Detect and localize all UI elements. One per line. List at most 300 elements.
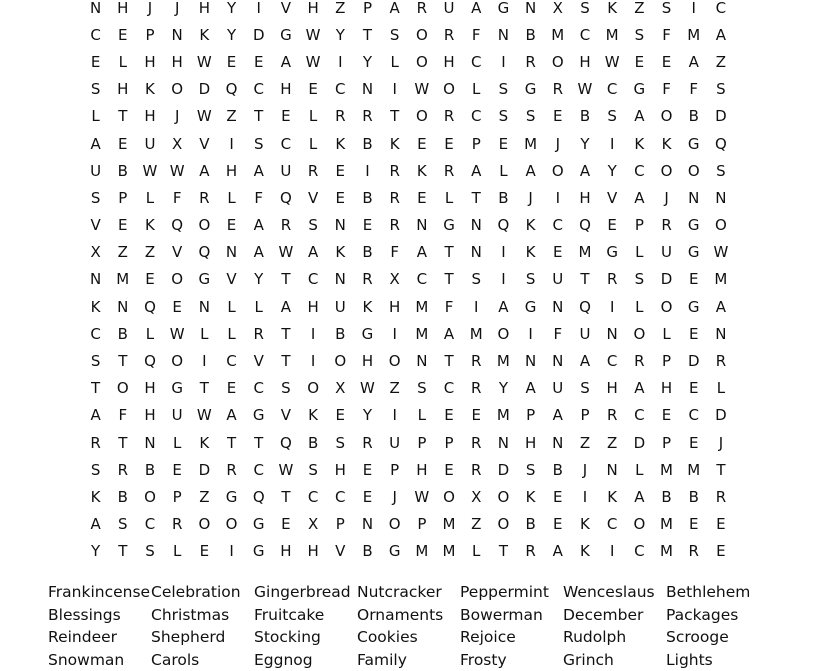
grid-letter: M bbox=[544, 26, 571, 44]
grid-letter: X bbox=[164, 135, 191, 153]
grid-letter: E bbox=[544, 243, 571, 261]
grid-letter: V bbox=[164, 243, 191, 261]
grid-letter: R bbox=[517, 53, 544, 71]
grid-row bbox=[82, 266, 750, 293]
grid-row bbox=[82, 184, 750, 211]
grid-row bbox=[82, 239, 750, 266]
grid-letter: A bbox=[517, 379, 544, 397]
word-list-item: Bowerman bbox=[460, 604, 563, 627]
grid-letter: F bbox=[245, 189, 272, 207]
grid-letter: C bbox=[463, 107, 490, 125]
grid-letter: W bbox=[164, 325, 191, 343]
grid-letter: S bbox=[463, 270, 490, 288]
grid-letter: I bbox=[327, 53, 354, 71]
grid-letter: H bbox=[109, 80, 136, 98]
grid-letter: G bbox=[680, 135, 707, 153]
grid-letter: S bbox=[626, 26, 653, 44]
grid-letter: W bbox=[599, 53, 626, 71]
grid-letter: Z bbox=[707, 53, 734, 71]
grid-letter: S bbox=[490, 80, 517, 98]
grid-letter: E bbox=[164, 461, 191, 479]
grid-letter: H bbox=[136, 406, 163, 424]
grid-letter: X bbox=[381, 270, 408, 288]
grid-letter: E bbox=[435, 461, 462, 479]
grid-letter: T bbox=[272, 270, 299, 288]
grid-letter: M bbox=[408, 298, 435, 316]
grid-letter: I bbox=[218, 135, 245, 153]
grid-letter: R bbox=[354, 107, 381, 125]
grid-letter: E bbox=[354, 216, 381, 234]
grid-letter: T bbox=[109, 542, 136, 560]
grid-letter: T bbox=[381, 107, 408, 125]
grid-letter: T bbox=[82, 379, 109, 397]
grid-letter: S bbox=[300, 461, 327, 479]
grid-letter: O bbox=[653, 298, 680, 316]
grid-letter: R bbox=[300, 162, 327, 180]
grid-letter: D bbox=[245, 26, 272, 44]
grid-letter: P bbox=[381, 461, 408, 479]
grid-letter: S bbox=[653, 0, 680, 17]
grid-letter: N bbox=[408, 352, 435, 370]
grid-letter: U bbox=[435, 0, 462, 17]
grid-letter: R bbox=[327, 107, 354, 125]
grid-letter: E bbox=[218, 216, 245, 234]
grid-letter: Y bbox=[490, 379, 517, 397]
grid-letter: W bbox=[300, 53, 327, 71]
grid-letter: T bbox=[707, 461, 734, 479]
grid-letter: C bbox=[82, 325, 109, 343]
grid-letter: J bbox=[517, 189, 544, 207]
grid-letter: O bbox=[109, 379, 136, 397]
grid-row bbox=[82, 347, 750, 374]
grid-letter: C bbox=[218, 352, 245, 370]
grid-letter: I bbox=[463, 298, 490, 316]
grid-letter: O bbox=[164, 270, 191, 288]
grid-row bbox=[82, 483, 750, 510]
grid-letter: A bbox=[626, 488, 653, 506]
grid-letter: Y bbox=[354, 53, 381, 71]
grid-letter: I bbox=[490, 270, 517, 288]
grid-letter: A bbox=[680, 53, 707, 71]
grid-letter: W bbox=[408, 80, 435, 98]
grid-letter: N bbox=[490, 434, 517, 452]
word-list-item: Frankincense bbox=[48, 581, 151, 604]
grid-letter: I bbox=[381, 325, 408, 343]
grid-row bbox=[82, 429, 750, 456]
grid-letter: S bbox=[82, 352, 109, 370]
grid-letter: N bbox=[354, 80, 381, 98]
grid-letter: C bbox=[626, 162, 653, 180]
grid-letter: L bbox=[408, 406, 435, 424]
grid-letter: N bbox=[599, 461, 626, 479]
grid-letter: T bbox=[272, 352, 299, 370]
grid-letter: N bbox=[164, 26, 191, 44]
grid-letter: K bbox=[626, 135, 653, 153]
grid-letter: L bbox=[707, 379, 734, 397]
grid-letter: P bbox=[327, 515, 354, 533]
grid-letter: K bbox=[82, 488, 109, 506]
word-list-item: Nutcracker bbox=[357, 581, 460, 604]
grid-letter: M bbox=[653, 461, 680, 479]
word-list-item: Christmas bbox=[151, 604, 254, 627]
grid-letter: R bbox=[408, 0, 435, 17]
grid-letter: B bbox=[517, 515, 544, 533]
grid-letter: M bbox=[490, 352, 517, 370]
word-list-item: Peppermint bbox=[460, 581, 563, 604]
grid-letter: S bbox=[272, 379, 299, 397]
word-list-item: December bbox=[563, 604, 666, 627]
grid-letter: H bbox=[653, 379, 680, 397]
grid-letter: G bbox=[245, 406, 272, 424]
grid-letter: T bbox=[218, 434, 245, 452]
grid-letter: E bbox=[327, 162, 354, 180]
grid-letter: E bbox=[544, 515, 571, 533]
grid-letter: M bbox=[408, 325, 435, 343]
grid-letter: X bbox=[327, 379, 354, 397]
word-list-item: Lights bbox=[666, 649, 769, 671]
grid-letter: H bbox=[109, 0, 136, 17]
grid-letter: A bbox=[245, 216, 272, 234]
grid-letter: C bbox=[82, 26, 109, 44]
grid-letter: L bbox=[245, 298, 272, 316]
grid-row bbox=[82, 157, 750, 184]
grid-letter: N bbox=[327, 270, 354, 288]
grid-letter: O bbox=[164, 80, 191, 98]
grid-letter: S bbox=[626, 270, 653, 288]
grid-letter: T bbox=[435, 352, 462, 370]
grid-letter: T bbox=[354, 26, 381, 44]
grid-letter: C bbox=[599, 80, 626, 98]
grid-row bbox=[82, 511, 750, 538]
grid-letter: K bbox=[136, 216, 163, 234]
grid-letter: E bbox=[680, 434, 707, 452]
grid-letter: S bbox=[571, 379, 598, 397]
grid-letter: E bbox=[544, 488, 571, 506]
grid-letter: G bbox=[218, 488, 245, 506]
grid-letter: L bbox=[300, 135, 327, 153]
grid-letter: H bbox=[381, 298, 408, 316]
grid-letter: R bbox=[354, 270, 381, 288]
grid-letter: B bbox=[490, 189, 517, 207]
grid-letter: I bbox=[680, 0, 707, 17]
grid-letter: E bbox=[707, 542, 734, 560]
grid-letter: T bbox=[245, 434, 272, 452]
grid-letter: M bbox=[680, 461, 707, 479]
grid-letter: E bbox=[218, 379, 245, 397]
grid-letter: N bbox=[707, 189, 734, 207]
grid-letter: E bbox=[599, 216, 626, 234]
grid-letter: A bbox=[82, 515, 109, 533]
grid-letter: L bbox=[191, 325, 218, 343]
grid-letter: S bbox=[408, 379, 435, 397]
grid-letter: L bbox=[435, 189, 462, 207]
grid-letter: A bbox=[707, 26, 734, 44]
word-list-item: Rudolph bbox=[563, 626, 666, 649]
grid-letter: C bbox=[599, 515, 626, 533]
grid-letter: C bbox=[599, 352, 626, 370]
grid-letter: O bbox=[490, 325, 517, 343]
grid-letter: O bbox=[408, 26, 435, 44]
grid-letter: F bbox=[164, 189, 191, 207]
grid-letter: F bbox=[381, 243, 408, 261]
grid-letter: O bbox=[381, 352, 408, 370]
grid-letter: N bbox=[218, 243, 245, 261]
grid-letter: P bbox=[463, 135, 490, 153]
grid-letter: H bbox=[408, 461, 435, 479]
grid-letter: T bbox=[272, 325, 299, 343]
grid-letter: A bbox=[571, 352, 598, 370]
grid-letter: Z bbox=[191, 488, 218, 506]
grid-letter: O bbox=[191, 216, 218, 234]
grid-row bbox=[82, 456, 750, 483]
grid-letter: A bbox=[82, 406, 109, 424]
grid-letter: W bbox=[272, 243, 299, 261]
grid-letter: N bbox=[109, 298, 136, 316]
word-search-grid bbox=[82, 0, 750, 565]
grid-letter: B bbox=[680, 107, 707, 125]
grid-letter: L bbox=[136, 189, 163, 207]
grid-letter: I bbox=[300, 352, 327, 370]
grid-letter: S bbox=[82, 461, 109, 479]
grid-letter: F bbox=[463, 26, 490, 44]
grid-letter: M bbox=[653, 515, 680, 533]
grid-letter: S bbox=[517, 107, 544, 125]
grid-letter: W bbox=[354, 379, 381, 397]
grid-letter: O bbox=[490, 488, 517, 506]
grid-letter: A bbox=[381, 0, 408, 17]
grid-letter: O bbox=[435, 80, 462, 98]
grid-letter: L bbox=[136, 325, 163, 343]
grid-letter: O bbox=[680, 162, 707, 180]
grid-letter: B bbox=[300, 434, 327, 452]
grid-letter: I bbox=[381, 80, 408, 98]
grid-letter: A bbox=[435, 325, 462, 343]
word-list-item: Rejoice bbox=[460, 626, 563, 649]
grid-letter: F bbox=[653, 80, 680, 98]
grid-row bbox=[82, 76, 750, 103]
grid-letter: G bbox=[599, 243, 626, 261]
grid-letter: S bbox=[109, 515, 136, 533]
grid-letter: Z bbox=[327, 0, 354, 17]
grid-letter: B bbox=[354, 243, 381, 261]
grid-row bbox=[82, 538, 750, 565]
grid-letter: U bbox=[381, 434, 408, 452]
grid-letter: N bbox=[517, 0, 544, 17]
grid-letter: E bbox=[408, 189, 435, 207]
grid-letter: M bbox=[517, 135, 544, 153]
grid-letter: W bbox=[164, 162, 191, 180]
grid-letter: E bbox=[544, 107, 571, 125]
grid-letter: Q bbox=[571, 216, 598, 234]
grid-letter: K bbox=[408, 162, 435, 180]
grid-letter: L bbox=[626, 461, 653, 479]
grid-letter: H bbox=[136, 53, 163, 71]
grid-letter: G bbox=[517, 80, 544, 98]
grid-letter: Y bbox=[571, 135, 598, 153]
grid-letter: Z bbox=[463, 515, 490, 533]
grid-letter: R bbox=[435, 26, 462, 44]
grid-letter: C bbox=[707, 0, 734, 17]
grid-letter: Q bbox=[164, 216, 191, 234]
grid-letter: R bbox=[680, 542, 707, 560]
grid-letter: H bbox=[218, 162, 245, 180]
grid-letter: H bbox=[327, 461, 354, 479]
grid-letter: O bbox=[218, 515, 245, 533]
grid-letter: G bbox=[435, 216, 462, 234]
grid-letter: B bbox=[109, 162, 136, 180]
grid-letter: O bbox=[653, 107, 680, 125]
grid-letter: K bbox=[381, 135, 408, 153]
word-list-item: Packages bbox=[666, 604, 769, 627]
grid-letter: T bbox=[435, 270, 462, 288]
word-list-item: Celebration bbox=[151, 581, 254, 604]
grid-letter: E bbox=[109, 135, 136, 153]
grid-letter: I bbox=[300, 325, 327, 343]
grid-letter: R bbox=[381, 216, 408, 234]
grid-letter: X bbox=[544, 0, 571, 17]
grid-letter: S bbox=[517, 461, 544, 479]
grid-letter: P bbox=[408, 515, 435, 533]
grid-letter: D bbox=[490, 461, 517, 479]
grid-letter: G bbox=[517, 298, 544, 316]
grid-letter: E bbox=[272, 107, 299, 125]
grid-letter: P bbox=[571, 406, 598, 424]
grid-letter: I bbox=[599, 135, 626, 153]
grid-letter: L bbox=[82, 107, 109, 125]
grid-letter: I bbox=[571, 488, 598, 506]
grid-letter: L bbox=[653, 325, 680, 343]
grid-letter: L bbox=[463, 80, 490, 98]
grid-letter: C bbox=[435, 379, 462, 397]
grid-letter: U bbox=[571, 325, 598, 343]
word-list-item: Fruitcake bbox=[254, 604, 357, 627]
grid-letter: N bbox=[544, 298, 571, 316]
grid-letter: P bbox=[653, 434, 680, 452]
grid-letter: W bbox=[191, 406, 218, 424]
grid-letter: G bbox=[354, 325, 381, 343]
grid-letter: L bbox=[490, 162, 517, 180]
grid-letter: A bbox=[272, 53, 299, 71]
grid-letter: Y bbox=[599, 162, 626, 180]
grid-letter: E bbox=[463, 406, 490, 424]
grid-letter: D bbox=[191, 461, 218, 479]
word-list-item: Frosty bbox=[460, 649, 563, 671]
grid-letter: J bbox=[707, 434, 734, 452]
grid-letter: E bbox=[327, 189, 354, 207]
grid-letter: L bbox=[300, 107, 327, 125]
grid-letter: N bbox=[544, 352, 571, 370]
grid-letter: J bbox=[571, 461, 598, 479]
grid-letter: O bbox=[191, 515, 218, 533]
word-list-item: Scrooge bbox=[666, 626, 769, 649]
grid-letter: B bbox=[653, 488, 680, 506]
grid-letter: N bbox=[82, 0, 109, 17]
grid-letter: O bbox=[626, 325, 653, 343]
grid-row bbox=[82, 130, 750, 157]
grid-letter: A bbox=[272, 298, 299, 316]
grid-letter: T bbox=[435, 243, 462, 261]
grid-letter: W bbox=[191, 53, 218, 71]
grid-letter: K bbox=[599, 488, 626, 506]
word-list-item: Bethlehem bbox=[666, 581, 769, 604]
grid-letter: R bbox=[707, 352, 734, 370]
grid-letter: R bbox=[653, 216, 680, 234]
grid-letter: M bbox=[490, 406, 517, 424]
grid-letter: Q bbox=[245, 488, 272, 506]
grid-row bbox=[82, 212, 750, 239]
grid-letter: S bbox=[82, 189, 109, 207]
grid-letter: T bbox=[109, 434, 136, 452]
grid-letter: J bbox=[544, 135, 571, 153]
grid-letter: Q bbox=[191, 243, 218, 261]
grid-letter: S bbox=[327, 434, 354, 452]
grid-letter: R bbox=[599, 270, 626, 288]
grid-letter: R bbox=[218, 461, 245, 479]
grid-letter: A bbox=[218, 406, 245, 424]
grid-letter: R bbox=[707, 488, 734, 506]
grid-letter: R bbox=[544, 80, 571, 98]
grid-letter: X bbox=[300, 515, 327, 533]
word-list-item: Ornaments bbox=[357, 604, 460, 627]
grid-letter: A bbox=[544, 542, 571, 560]
grid-letter: K bbox=[191, 26, 218, 44]
grid-letter: U bbox=[544, 270, 571, 288]
grid-letter: U bbox=[327, 298, 354, 316]
grid-letter: I bbox=[245, 0, 272, 17]
grid-letter: N bbox=[408, 216, 435, 234]
grid-letter: B bbox=[136, 461, 163, 479]
grid-letter: H bbox=[164, 53, 191, 71]
grid-letter: P bbox=[354, 0, 381, 17]
grid-letter: N bbox=[517, 352, 544, 370]
grid-letter: C bbox=[245, 80, 272, 98]
grid-letter: V bbox=[191, 135, 218, 153]
grid-letter: Q bbox=[272, 189, 299, 207]
grid-letter: N bbox=[136, 434, 163, 452]
grid-letter: D bbox=[653, 270, 680, 288]
grid-letter: R bbox=[463, 352, 490, 370]
grid-letter: F bbox=[680, 80, 707, 98]
grid-letter: V bbox=[272, 406, 299, 424]
grid-letter: I bbox=[544, 189, 571, 207]
grid-letter: G bbox=[490, 0, 517, 17]
grid-letter: I bbox=[490, 53, 517, 71]
grid-letter: W bbox=[707, 243, 734, 261]
grid-letter: M bbox=[707, 270, 734, 288]
grid-letter: R bbox=[599, 406, 626, 424]
grid-letter: N bbox=[354, 515, 381, 533]
grid-letter: R bbox=[109, 461, 136, 479]
grid-letter: K bbox=[517, 243, 544, 261]
grid-letter: L bbox=[164, 542, 191, 560]
word-list-item: Reindeer bbox=[48, 626, 151, 649]
grid-letter: B bbox=[680, 488, 707, 506]
grid-letter: O bbox=[408, 107, 435, 125]
grid-letter: L bbox=[109, 53, 136, 71]
grid-letter: W bbox=[408, 488, 435, 506]
grid-letter: I bbox=[599, 542, 626, 560]
grid-letter: A bbox=[544, 406, 571, 424]
grid-letter: M bbox=[599, 26, 626, 44]
grid-letter: S bbox=[490, 107, 517, 125]
grid-letter: E bbox=[707, 515, 734, 533]
grid-letter: I bbox=[490, 243, 517, 261]
grid-letter: N bbox=[707, 325, 734, 343]
grid-letter: N bbox=[191, 298, 218, 316]
grid-letter: H bbox=[435, 53, 462, 71]
grid-letter: A bbox=[82, 135, 109, 153]
grid-letter: K bbox=[300, 406, 327, 424]
